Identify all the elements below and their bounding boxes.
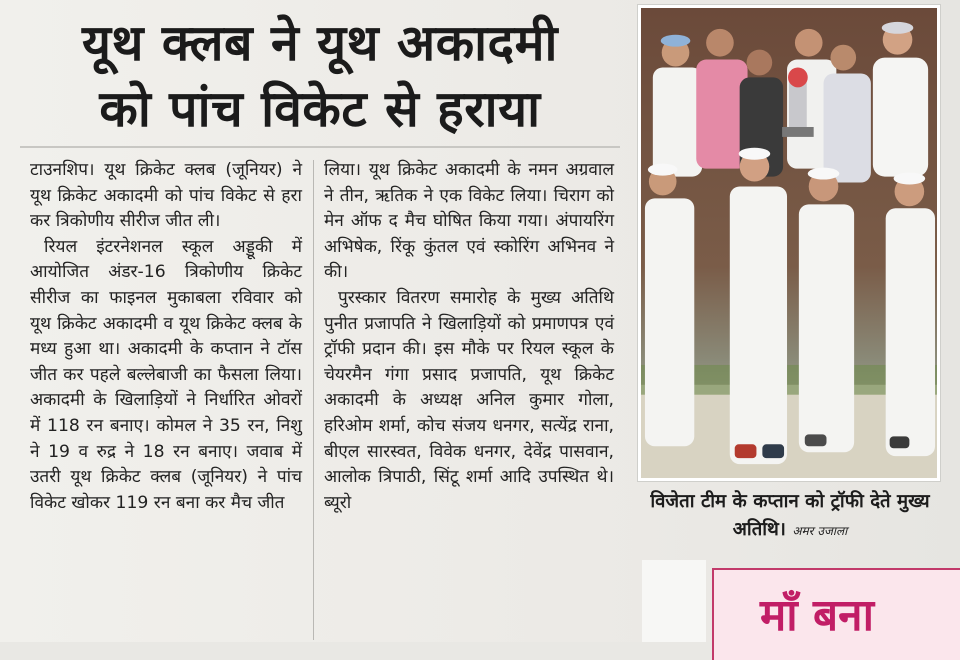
paragraph: रियल इंटरनेशनल स्कूल अड्डूकी में आयोजित अंडर-16 त्रिकोणीय क्रिकेट सीरीज का फाइनल मुकाबला रविवार को यूथ क्रिकेट अकादमी व यूथ क्रिकेट क्लब के मध्य हुआ था। अकादमी के कप्तान ने टॉस जीत कर पहले बल्लेबाजी का फैसला लिया। अकादमी के खिलाड़ियों ने निर्धारित ओवरों में 118 रन बनाए। कोमल ने 35 रन, निशु ने 19 व रुद्र ने 18 रन बनाए। जवाब में उतरी यूथ क्रिकेट क्लब (जूनियर) ने पांच विकेट खोकर 119 रन बना कर मैच जीत bbox=[30, 236, 302, 513]
article-headline bbox=[20, 10, 620, 142]
article-column-2 bbox=[324, 158, 614, 516]
team-photo bbox=[637, 4, 941, 482]
advertisement-text: माँ बना bbox=[760, 590, 874, 641]
paragraph: लिया। यूथ क्रिकेट अकादमी के नमन अग्रवाल ने तीन, ऋतिक ने एक विकेट लिया। चिराग को मेन ऑफ द मैच घोषित किया गया। अंपायरिंग अभिषेक, रिंकू कुंतल एवं स्कोरिंग अभिनव ने की। bbox=[324, 160, 614, 283]
paragraph: पुरस्कार वितरण समारोह के मुख्य अतिथि पुनीत प्रजापति ने खिलाड़ियों को प्रमाणपत्र एवं ट्रॉफी प्रदान की। इस मौके पर रियल स्कूल के चेयरमैन गंगा प्रसाद प्रजापति, यूथ क्रिकेट अकादमी के अध्यक्ष अनिल कुमार गोला, हरिओम शर्मा, कोच संजय धनगर, सत्येंद्र राना, बीएल सारस्वत, विवेक धनगर, देवेंद्र पासवान, आलोक त्रिपाठी, सिंटू शर्मा आदि उपस्थित थे। ब्यूरो bbox=[324, 287, 614, 513]
team-photo-image bbox=[641, 8, 937, 478]
column-divider bbox=[313, 160, 314, 640]
article-column-1 bbox=[30, 158, 302, 516]
adjacent-blank-area bbox=[642, 560, 706, 642]
headline-divider bbox=[20, 146, 620, 148]
photo-caption bbox=[640, 488, 940, 545]
headline-line-2: को पांच विकेट से हराया bbox=[99, 80, 541, 138]
photo-credit: अमर उजाला bbox=[792, 524, 848, 538]
caption-text: विजेता टीम के कप्तान को ट्रॉफी देते मुख्य अतिथि। bbox=[650, 491, 930, 540]
headline-line-1: यूथ क्लब ने यूथ अकादमी bbox=[82, 14, 558, 72]
paragraph: टाउनशिप। यूथ क्रिकेट क्लब (जूनियर) ने यूथ क्रिकेट अकादमी को पांच विकेट से हरा कर त्रिकोणीय सीरीज जीत ली। bbox=[30, 160, 302, 232]
